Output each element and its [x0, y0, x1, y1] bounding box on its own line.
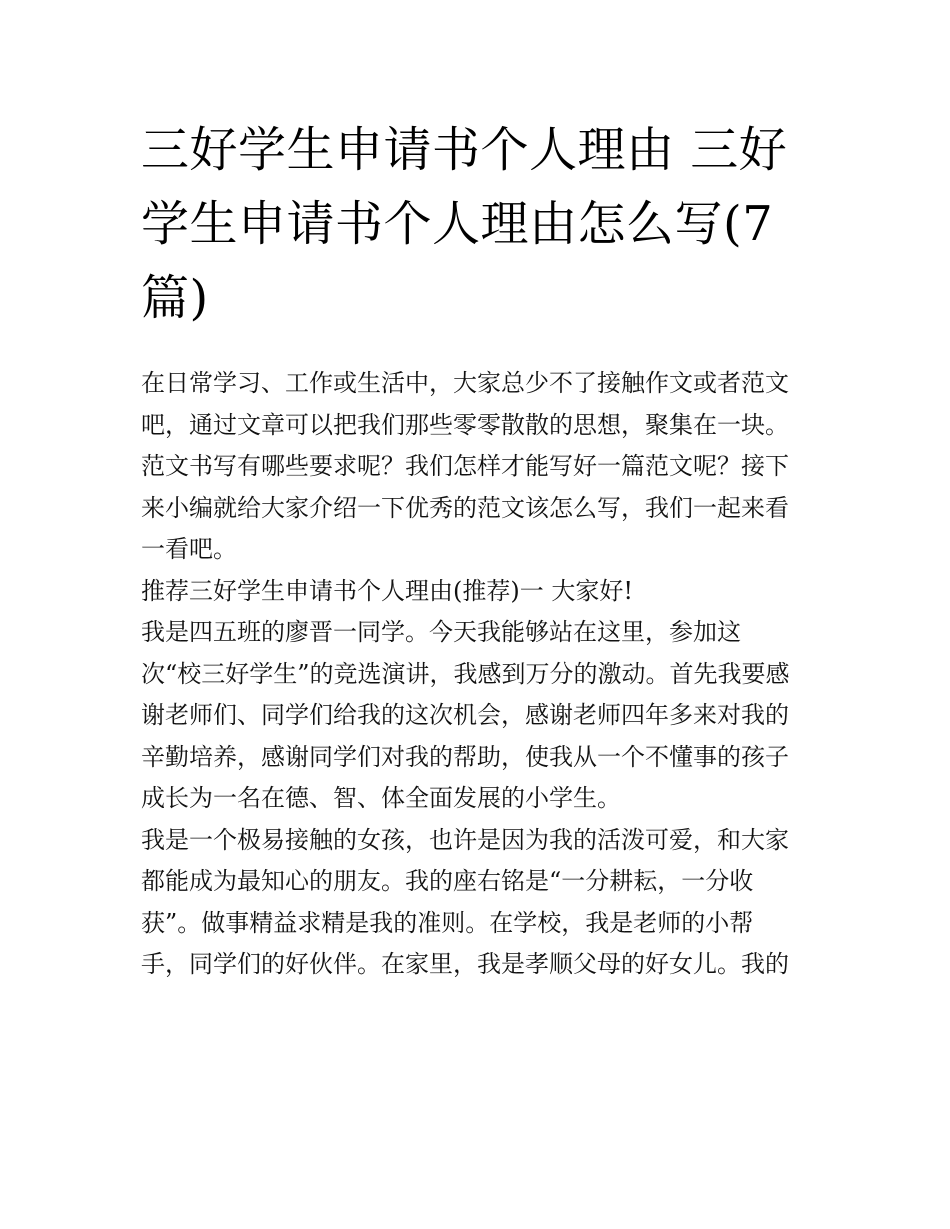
- body-line: 范文书写有哪些要求呢？我们怎样才能写好一篇范文呢？接下: [141, 452, 789, 480]
- body-line: 吧，通过文章可以把我们那些零零散散的思想，聚集在一块。: [141, 410, 789, 439]
- body-line: 谢老师们、同学们给我的这次机会，感谢老师四年多来对我的: [141, 701, 789, 729]
- body-line: 获”。做事精益求精是我的准则。在学校，我是老师的小帮: [141, 908, 754, 937]
- body-line: 推荐三好学生申请书个人理由(推荐)一 大家好!: [141, 576, 633, 605]
- body-line: 我是一个极易接触的女孩，也许是因为我的活泼可爱，和大家: [141, 825, 789, 854]
- body-line: 我是四五班的廖晋一同学。今天我能够站在这里，参加这: [141, 618, 741, 646]
- document-title: [141, 113, 813, 335]
- body-line: 来小编就给大家介绍一下优秀的范文该怎么写，我们一起来看: [141, 493, 789, 522]
- body-line: 都能成为最知心的朋友。我的座右铭是“一分耕耘，一分收: [141, 867, 754, 895]
- title-line-3: 篇): [141, 270, 209, 326]
- title-line-2: 学生申请书个人理由怎么写(7: [141, 196, 774, 252]
- title-line-1: 三好学生申请书个人理由 三好: [141, 122, 788, 178]
- body-line: 在日常学习、工作或生活中，大家总少不了接触作文或者范文: [141, 369, 789, 397]
- body-line: 一看吧。: [141, 535, 237, 563]
- body-line: 成长为一名在德、智、体全面发展的小学生。: [141, 784, 621, 812]
- body-line: 辛勤培养，感谢同学们对我的帮助，使我从一个不懂事的孩子: [141, 742, 789, 771]
- body-line: 手，同学们的好伙伴。在家里，我是孝顺父母的好女儿。我的: [141, 950, 789, 978]
- body-line: 次“校三好学生”的竞选演讲，我感到万分的激动。首先我要感: [141, 659, 790, 688]
- document-content: [141, 113, 813, 986]
- document-body: [141, 363, 813, 986]
